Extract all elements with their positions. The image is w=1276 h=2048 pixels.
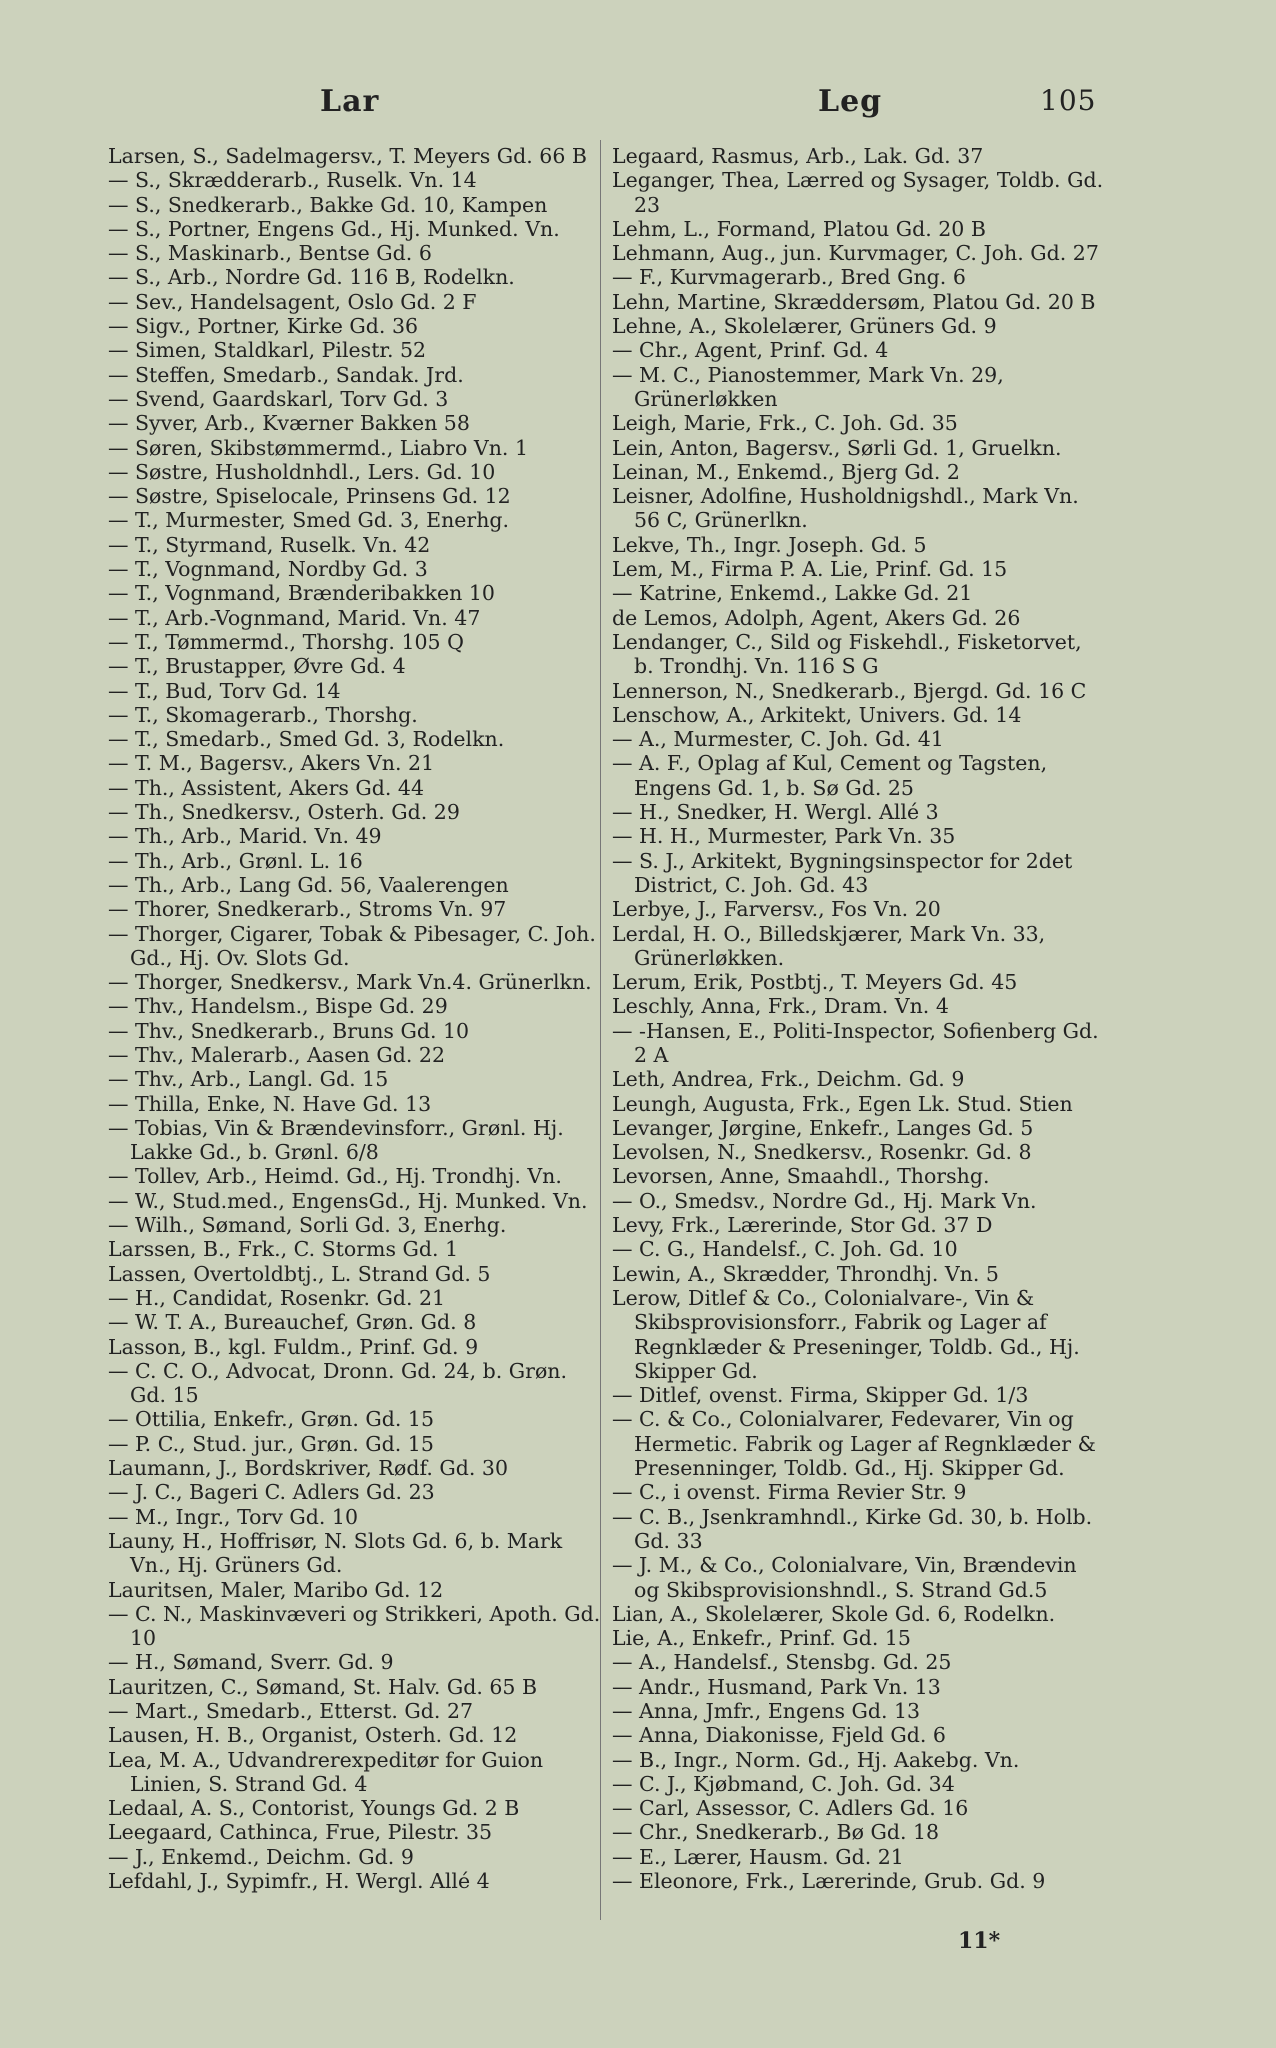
directory-entry: — Wilh., Sømand, Sorli Gd. 3, Enerhg.	[108, 1213, 507, 1238]
directory-entry: — T., Murmester, Smed Gd. 3, Enerhg.	[108, 508, 510, 533]
directory-entry: Lerbye, J., Farversv., Fos Vn. 20	[612, 897, 941, 922]
directory-entry: — Steffen, Smedarb., Sandak. Jrd.	[108, 362, 464, 387]
directory-entry: — T., Bud, Torv Gd. 14	[108, 678, 341, 703]
directory-entry: Lie, A., Enkefr., Prinf. Gd. 15	[612, 1626, 911, 1651]
left-column	[108, 144, 602, 1893]
directory-entry: Laumann, J., Bordskriver, Rødf. Gd. 30	[108, 1456, 509, 1481]
directory-entry: — T., Smedarb., Smed Gd. 3, Rodelkn.	[108, 727, 505, 752]
directory-entry: Lian, A., Skolelærer, Skole Gd. 6, Rodelkn.	[612, 1601, 1056, 1626]
directory-entry: — Søstre, Husholdnhdl., Lers. Gd. 10	[108, 459, 496, 484]
directory-entry: Leegaard, Cathinca, Frue, Pilestr. 35	[108, 1820, 493, 1845]
directory-entry: — C. G., Handelsf., C. Joh. Gd. 10	[612, 1237, 958, 1262]
directory-entry: Lein, Anton, Bagersv., Sørli Gd. 1, Gruelkn.	[612, 435, 1062, 460]
directory-entry: — W., Stud.med., EngensGd., Hj. Munked. Vn.	[108, 1188, 588, 1213]
directory-entry: — Thv., Malerarb., Aasen Gd. 22	[108, 1042, 445, 1067]
directory-entry: Lehmann, Aug., jun. Kurvmager, C. Joh. Gd. 27	[612, 241, 1099, 266]
directory-entry: Lennerson, N., Snedkerarb., Bjergd. Gd. 16 C	[612, 678, 1087, 703]
directory-entry: Leungh, Augusta, Frk., Egen Lk. Stud. Stien	[612, 1091, 1073, 1116]
directory-entry: Lenschow, A., Arkitekt, Univers. Gd. 14	[612, 702, 1022, 727]
directory-entry: Legaard, Rasmus, Arb., Lak. Gd. 37	[612, 144, 984, 168]
directory-entry: Lehn, Martine, Skræddersøm, Platou Gd. 20 B	[612, 289, 1096, 314]
signature-mark: 11*	[958, 1928, 1001, 1954]
directory-entry: Lefdahl, J., Sypimfr., H. Wergl. Allé 4	[108, 1869, 490, 1894]
directory-entry: — Thv., Snedkerarb., Bruns Gd. 10	[108, 1018, 470, 1043]
directory-entry: — S., Snedkerarb., Bakke Gd. 10, Kampen	[108, 192, 548, 217]
directory-entry: — Th., Arb., Lang Gd. 56, Vaalerengen	[108, 872, 509, 897]
page-number: 105	[1040, 84, 1097, 117]
right-column	[612, 144, 1106, 1893]
directory-entry: — O., Smedsv., Nordre Gd., Hj. Mark Vn.	[612, 1188, 1037, 1213]
directory-entry: — W. T. A., Bureauchef, Grøn. Gd. 8	[108, 1310, 477, 1335]
directory-entry: — S., Skrædderarb., Ruselk. Vn. 14	[108, 168, 477, 193]
directory-entry: Lauritzen, C., Sømand, St. Halv. Gd. 65 B	[108, 1674, 538, 1699]
directory-entry: — C. J., Kjøbmand, C. Joh. Gd. 34	[612, 1771, 955, 1796]
directory-entry: — Tobias, Vin & Brændevinsforr., Grønl. Hj. Lakke Gd., b. Grønl. 6/8	[108, 1115, 564, 1165]
directory-entry: — Th., Arb., Grønl. L. 16	[108, 848, 363, 873]
directory-entry: Levanger, Jørgine, Enkefr., Langes Gd. 5	[612, 1115, 1034, 1140]
directory-entry: — S., Arb., Nordre Gd. 116 B, Rodelkn.	[108, 265, 515, 290]
directory-entry: — E., Lærer, Hausm. Gd. 21	[612, 1844, 904, 1869]
directory-entry: — Thv., Arb., Langl. Gd. 15	[108, 1067, 389, 1092]
directory-entry: — T., Vognmand, Brænderibakken 10	[108, 581, 495, 606]
directory-entry: — S., Portner, Engens Gd., Hj. Munked. Vn.	[108, 216, 560, 241]
directory-entry: — Katrine, Enkemd., Lakke Gd. 21	[612, 581, 973, 606]
directory-entry: — M. C., Pianostemmer, Mark Vn. 29, Grünerløkken	[612, 362, 1004, 411]
directory-entry: — H., Candidat, Rosenkr. Gd. 21	[108, 1285, 446, 1310]
directory-entry: Lehne, A., Skolelærer, Grüners Gd. 9	[612, 314, 997, 339]
directory-entry: Lassen, Overtoldbtj., L. Strand Gd. 5	[108, 1261, 491, 1286]
directory-entry: — T., Arb.-Vognmand, Marid. Vn. 47	[108, 605, 481, 630]
directory-entry: Lea, M. A., Udvandrerexpeditør for Guion Linien, S. Strand Gd. 4	[108, 1747, 544, 1796]
directory-entry: — Thilla, Enke, N. Have Gd. 13	[108, 1091, 432, 1116]
directory-entry: Levolsen, N., Snedkersv., Rosenkr. Gd. 8	[612, 1140, 1032, 1165]
directory-entry: — T., Brustapper, Øvre Gd. 4	[108, 654, 406, 679]
directory-entry: Larssen, B., Frk., C. Storms Gd. 1	[108, 1237, 459, 1262]
directory-entry: — Chr., Snedkerarb., Bø Gd. 18	[612, 1820, 940, 1845]
directory-entry: — Ditlef, ovenst. Firma, Skipper Gd. 1/3	[612, 1383, 1029, 1408]
directory-entry: — F., Kurvmagerarb., Bred Gng. 6	[612, 265, 966, 290]
directory-entry: — Sigv., Portner, Kirke Gd. 36	[108, 314, 419, 339]
directory-entry: — A., Murmester, C. Joh. Gd. 41	[612, 727, 944, 752]
directory-entry: Larsen, S., Sadelmagersv., T. Meyers Gd. 66 B	[108, 144, 587, 168]
directory-entry: — Ottilia, Enkefr., Grøn. Gd. 15	[108, 1407, 434, 1432]
header-left-word: Lar	[320, 84, 380, 119]
directory-entry: — Carl, Assessor, C. Adlers Gd. 16	[612, 1796, 969, 1821]
directory-entry: Leth, Andrea, Frk., Deichm. Gd. 9	[612, 1067, 965, 1092]
directory-entry: — Th., Arb., Marid. Vn. 49	[108, 824, 382, 849]
directory-entry: — J. C., Bageri C. Adlers Gd. 23	[108, 1480, 435, 1505]
directory-entry: — J., Enkemd., Deichm. Gd. 9	[108, 1844, 414, 1869]
directory-entry: — C. N., Maskinvæveri og Strikkeri, Apoth. Gd. 10	[108, 1601, 601, 1651]
directory-entry: — H., Snedker, H. Wergl. Allé 3	[612, 800, 939, 825]
directory-entry: — Chr., Agent, Prinf. Gd. 4	[612, 338, 889, 363]
directory-entry: — S. J., Arkitekt, Bygningsinspector for 2det District, C. Joh. Gd. 43	[612, 848, 1073, 897]
directory-entry: — B., Ingr., Norm. Gd., Hj. Aakebg. Vn.	[612, 1747, 1020, 1772]
directory-entry: — -Hansen, E., Politi-Inspector, Sofienberg Gd. 2 A	[612, 1018, 1099, 1067]
directory-entry: — J. M., & Co., Colonialvare, Vin, Brændevin og Skibsprovisionshndl., S. Strand Gd.5	[612, 1553, 1077, 1602]
directory-entry: Lem, M., Firma P. A. Lie, Prinf. Gd. 15	[612, 557, 1008, 582]
directory-entry: Lekve, Th., Ingr. Joseph. Gd. 5	[612, 532, 927, 557]
column-divider	[600, 140, 601, 1920]
directory-entry: Levorsen, Anne, Smaahdl., Thorshg.	[612, 1164, 990, 1189]
directory-entry: Lerum, Erik, Postbtj., T. Meyers Gd. 45	[612, 970, 1018, 995]
directory-entry: Lausen, H. B., Organist, Osterh. Gd. 12	[108, 1723, 518, 1748]
directory-entry: — Eleonore, Frk., Lærerinde, Grub. Gd. 9	[612, 1869, 1046, 1894]
directory-entry: — T., Tømmermd., Thorshg. 105 Q	[108, 629, 464, 654]
directory-entry: — Anna, Jmfr., Engens Gd. 13	[612, 1699, 921, 1723]
directory-entry: Lendanger, C., Sild og Fiskehdl., Fisketorvet, b. Trondhj. Vn. 116 S G	[612, 629, 1082, 679]
directory-entry: Leganger, Thea, Lærred og Sysager, Toldb. Gd. 23	[612, 168, 1104, 217]
directory-entry: — Thv., Handelsm., Bispe Gd. 29	[108, 994, 448, 1019]
directory-entry: — T., Styrmand, Ruselk. Vn. 42	[108, 532, 431, 557]
directory-entry: Ledaal, A. S., Contorist, Youngs Gd. 2 B	[108, 1796, 520, 1821]
directory-entry: — Søstre, Spiselocale, Prinsens Gd. 12	[108, 484, 511, 509]
directory-entry: — P. C., Stud. jur., Grøn. Gd. 15	[108, 1431, 434, 1456]
directory-entry: — Søren, Skibstømmermd., Liabro Vn. 1	[108, 435, 528, 460]
directory-entry: — Tollev, Arb., Heimd. Gd., Hj. Trondhj. Vn.	[108, 1164, 562, 1189]
directory-entry: — A. F., Oplag af Kul, Cement og Tagsten, Engens Gd. 1, b. Sø Gd. 25	[612, 751, 1048, 800]
directory-entry: — Anna, Diakonisse, Fjeld Gd. 6	[612, 1723, 946, 1748]
directory-entry: — Simen, Staldkarl, Pilestr. 52	[108, 338, 427, 363]
directory-entry: — Andr., Husmand, Park Vn. 13	[612, 1674, 941, 1699]
header-center-word: Leg	[818, 84, 883, 119]
directory-entry: Leigh, Marie, Frk., C. Joh. Gd. 35	[612, 411, 958, 436]
directory-entry: — Th., Snedkersv., Osterh. Gd. 29	[108, 800, 460, 825]
directory-entry: — C. B., Jsenkramhndl., Kirke Gd. 30, b. Holb. Gd. 33	[612, 1504, 1093, 1553]
directory-entry: Launy, H., Hoffrisør, N. Slots Gd. 6, b. Mark Vn., Hj. Grüners Gd.	[108, 1528, 563, 1578]
directory-entry: — Thorger, Snedkersv., Mark Vn.4. Grünerlkn.	[108, 970, 592, 995]
directory-entry: — H., Sømand, Sverr. Gd. 9	[108, 1650, 394, 1675]
directory-entry: — Thorer, Snedkerarb., Stroms Vn. 97	[108, 897, 507, 922]
directory-entry: Leinan, M., Enkemd., Bjerg Gd. 2	[612, 459, 960, 484]
directory-entry: — Th., Assistent, Akers Gd. 44	[108, 775, 425, 800]
directory-entry: — Syver, Arb., Kværner Bakken 58	[108, 411, 470, 436]
directory-entry: Lewin, A., Skrædder, Throndhj. Vn. 5	[612, 1261, 999, 1286]
directory-entry: Lauritsen, Maler, Maribo Gd. 12	[108, 1577, 444, 1602]
directory-entry: Lerow, Ditlef & Co., Colonialvare-, Vin & Skibsprovisionsforr., Fabrik og Lager af Regnklæder & Preseninger, Toldb. Gd., Hj. Skipper Gd.	[612, 1285, 1080, 1383]
directory-entry: — Mart., Smedarb., Etterst. Gd. 27	[108, 1699, 474, 1723]
directory-entry: — Sev., Handelsagent, Oslo Gd. 2 F	[108, 289, 477, 314]
directory-entry: — Thorger, Cigarer, Tobak & Pibesager, C. Joh. Gd., Hj. Ov. Slots Gd.	[108, 921, 596, 970]
directory-entry: — T. M., Bagersv., Akers Vn. 21	[108, 751, 435, 776]
directory-entry: — T., Vognmand, Nordby Gd. 3	[108, 557, 428, 582]
directory-entry: Leisner, Adolfine, Husholdnigshdl., Mark Vn. 56 C, Grünerlkn.	[612, 484, 1079, 533]
directory-entry: Lerdal, H. O., Billedskjærer, Mark Vn. 33, Grünerløkken.	[612, 921, 1046, 970]
directory-entry: — C. & Co., Colonialvarer, Fedevarer, Vin og Hermetic. Fabrik og Lager af Regnklæder & Presenninger, Toldb. Gd., Hj. Skipper Gd.	[612, 1407, 1096, 1481]
directory-entry: — A., Handelsf., Stensbg. Gd. 25	[612, 1650, 952, 1675]
directory-entry: — S., Maskinarb., Bentse Gd. 6	[108, 241, 432, 266]
directory-entry: Lehm, L., Formand, Platou Gd. 20 B	[612, 216, 986, 241]
directory-entry: — M., Ingr., Torv Gd. 10	[108, 1504, 359, 1529]
directory-entry: Leschly, Anna, Frk., Dram. Vn. 4	[612, 994, 949, 1019]
directory-entry: — T., Skomagerarb., Thorshg.	[108, 702, 418, 727]
directory-entry: — C. C. O., Advocat, Dronn. Gd. 24, b. Grøn. Gd. 15	[108, 1358, 568, 1408]
directory-entry: — H. H., Murmester, Park Vn. 35	[612, 824, 956, 849]
directory-entry: — C., i ovenst. Firma Revier Str. 9	[612, 1480, 967, 1505]
directory-entry: Lasson, B., kgl. Fuldm., Prinf. Gd. 9	[108, 1334, 479, 1359]
directory-entry: — Svend, Gaardskarl, Torv Gd. 3	[108, 386, 449, 411]
directory-entry: Levy, Frk., Lærerinde, Stor Gd. 37 D	[612, 1213, 993, 1238]
directory-entry: de Lemos, Adolph, Agent, Akers Gd. 26	[612, 605, 1021, 630]
